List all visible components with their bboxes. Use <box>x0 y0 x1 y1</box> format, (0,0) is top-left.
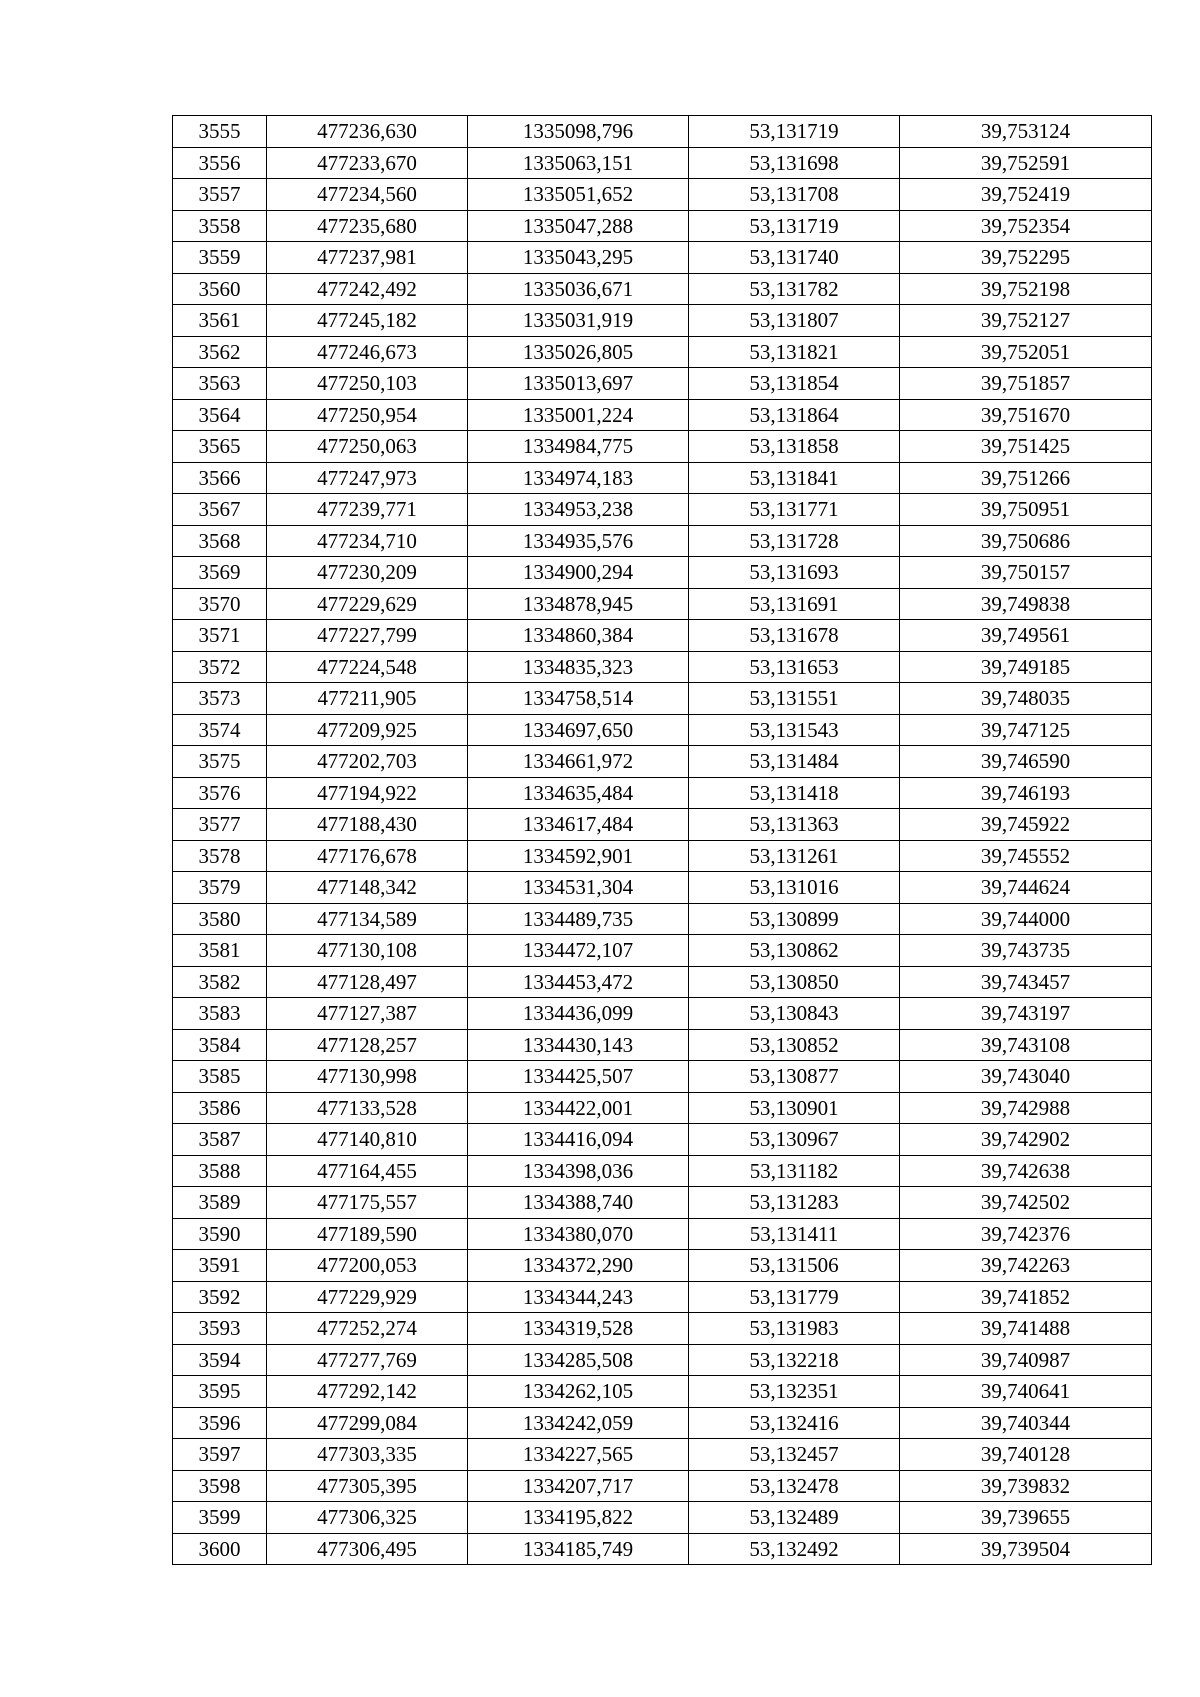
point-number-cell: 3584 <box>173 1029 267 1061</box>
point-number-cell: 3573 <box>173 683 267 715</box>
x-coordinate-cell: 477134,589 <box>267 903 468 935</box>
table-row <box>173 336 1152 368</box>
latitude-cell: 53,131543 <box>689 714 900 746</box>
latitude-cell: 53,131983 <box>689 1313 900 1345</box>
longitude-cell: 39,741488 <box>900 1313 1152 1345</box>
y-coordinate-cell: 1335051,652 <box>468 179 689 211</box>
table-row <box>173 872 1152 904</box>
x-coordinate-cell: 477235,680 <box>267 210 468 242</box>
table-row <box>173 242 1152 274</box>
table-row <box>173 1470 1152 1502</box>
y-coordinate-cell: 1335098,796 <box>468 116 689 148</box>
point-number-cell: 3571 <box>173 620 267 652</box>
y-coordinate-cell: 1334531,304 <box>468 872 689 904</box>
table-row <box>173 525 1152 557</box>
point-number-cell: 3566 <box>173 462 267 494</box>
point-number-cell: 3585 <box>173 1061 267 1093</box>
longitude-cell: 39,740128 <box>900 1439 1152 1471</box>
x-coordinate-cell: 477229,629 <box>267 588 468 620</box>
x-coordinate-cell: 477239,771 <box>267 494 468 526</box>
latitude-cell: 53,131411 <box>689 1218 900 1250</box>
latitude-cell: 53,130862 <box>689 935 900 967</box>
point-number-cell: 3593 <box>173 1313 267 1345</box>
table-row <box>173 998 1152 1030</box>
y-coordinate-cell: 1335001,224 <box>468 399 689 431</box>
table-row <box>173 494 1152 526</box>
longitude-cell: 39,746590 <box>900 746 1152 778</box>
longitude-cell: 39,741852 <box>900 1281 1152 1313</box>
latitude-cell: 53,131719 <box>689 210 900 242</box>
x-coordinate-cell: 477127,387 <box>267 998 468 1030</box>
latitude-cell: 53,131484 <box>689 746 900 778</box>
latitude-cell: 53,131653 <box>689 651 900 683</box>
x-coordinate-cell: 477234,710 <box>267 525 468 557</box>
x-coordinate-cell: 477189,590 <box>267 1218 468 1250</box>
table-row <box>173 1218 1152 1250</box>
latitude-cell: 53,131864 <box>689 399 900 431</box>
latitude-cell: 53,130967 <box>689 1124 900 1156</box>
x-coordinate-cell: 477303,335 <box>267 1439 468 1471</box>
y-coordinate-cell: 1334900,294 <box>468 557 689 589</box>
point-number-cell: 3592 <box>173 1281 267 1313</box>
longitude-cell: 39,752051 <box>900 336 1152 368</box>
longitude-cell: 39,752419 <box>900 179 1152 211</box>
table-row <box>173 116 1152 148</box>
latitude-cell: 53,132489 <box>689 1502 900 1534</box>
table-row <box>173 179 1152 211</box>
table-row <box>173 1376 1152 1408</box>
table-row <box>173 1344 1152 1376</box>
x-coordinate-cell: 477252,274 <box>267 1313 468 1345</box>
table-row <box>173 1124 1152 1156</box>
point-number-cell: 3589 <box>173 1187 267 1219</box>
table-row <box>173 1533 1152 1565</box>
longitude-cell: 39,751425 <box>900 431 1152 463</box>
y-coordinate-cell: 1334262,105 <box>468 1376 689 1408</box>
y-coordinate-cell: 1334425,507 <box>468 1061 689 1093</box>
longitude-cell: 39,740344 <box>900 1407 1152 1439</box>
table-row <box>173 1439 1152 1471</box>
x-coordinate-cell: 477227,799 <box>267 620 468 652</box>
table-row <box>173 1313 1152 1345</box>
x-coordinate-cell: 477211,905 <box>267 683 468 715</box>
longitude-cell: 39,750951 <box>900 494 1152 526</box>
x-coordinate-cell: 477148,342 <box>267 872 468 904</box>
longitude-cell: 39,752198 <box>900 273 1152 305</box>
y-coordinate-cell: 1334388,740 <box>468 1187 689 1219</box>
table-row <box>173 147 1152 179</box>
longitude-cell: 39,747125 <box>900 714 1152 746</box>
x-coordinate-cell: 477306,325 <box>267 1502 468 1534</box>
longitude-cell: 39,751857 <box>900 368 1152 400</box>
longitude-cell: 39,739655 <box>900 1502 1152 1534</box>
coordinates-table <box>172 115 1152 1565</box>
longitude-cell: 39,752295 <box>900 242 1152 274</box>
longitude-cell: 39,752354 <box>900 210 1152 242</box>
longitude-cell: 39,749838 <box>900 588 1152 620</box>
point-number-cell: 3600 <box>173 1533 267 1565</box>
point-number-cell: 3576 <box>173 777 267 809</box>
y-coordinate-cell: 1334935,576 <box>468 525 689 557</box>
y-coordinate-cell: 1334489,735 <box>468 903 689 935</box>
point-number-cell: 3557 <box>173 179 267 211</box>
x-coordinate-cell: 477237,981 <box>267 242 468 274</box>
table-row <box>173 966 1152 998</box>
x-coordinate-cell: 477209,925 <box>267 714 468 746</box>
latitude-cell: 53,130901 <box>689 1092 900 1124</box>
x-coordinate-cell: 477188,430 <box>267 809 468 841</box>
table-row <box>173 1250 1152 1282</box>
y-coordinate-cell: 1334430,143 <box>468 1029 689 1061</box>
table-row <box>173 1407 1152 1439</box>
longitude-cell: 39,740641 <box>900 1376 1152 1408</box>
table-row <box>173 588 1152 620</box>
longitude-cell: 39,742638 <box>900 1155 1152 1187</box>
latitude-cell: 53,131708 <box>689 179 900 211</box>
point-number-cell: 3570 <box>173 588 267 620</box>
y-coordinate-cell: 1334344,243 <box>468 1281 689 1313</box>
point-number-cell: 3586 <box>173 1092 267 1124</box>
point-number-cell: 3575 <box>173 746 267 778</box>
point-number-cell: 3578 <box>173 840 267 872</box>
y-coordinate-cell: 1334207,717 <box>468 1470 689 1502</box>
longitude-cell: 39,752591 <box>900 147 1152 179</box>
y-coordinate-cell: 1335031,919 <box>468 305 689 337</box>
longitude-cell: 39,745552 <box>900 840 1152 872</box>
y-coordinate-cell: 1334592,901 <box>468 840 689 872</box>
point-number-cell: 3572 <box>173 651 267 683</box>
table-row <box>173 557 1152 589</box>
point-number-cell: 3574 <box>173 714 267 746</box>
y-coordinate-cell: 1334185,749 <box>468 1533 689 1565</box>
point-number-cell: 3580 <box>173 903 267 935</box>
y-coordinate-cell: 1334661,972 <box>468 746 689 778</box>
x-coordinate-cell: 477200,053 <box>267 1250 468 1282</box>
latitude-cell: 53,132218 <box>689 1344 900 1376</box>
x-coordinate-cell: 477236,630 <box>267 116 468 148</box>
latitude-cell: 53,131782 <box>689 273 900 305</box>
y-coordinate-cell: 1334878,945 <box>468 588 689 620</box>
y-coordinate-cell: 1334422,001 <box>468 1092 689 1124</box>
latitude-cell: 53,131807 <box>689 305 900 337</box>
y-coordinate-cell: 1334953,238 <box>468 494 689 526</box>
coordinates-table-body <box>173 116 1152 1565</box>
point-number-cell: 3587 <box>173 1124 267 1156</box>
x-coordinate-cell: 477128,257 <box>267 1029 468 1061</box>
table-row <box>173 777 1152 809</box>
table-row <box>173 840 1152 872</box>
table-row <box>173 1281 1152 1313</box>
table-row <box>173 273 1152 305</box>
table-row <box>173 1187 1152 1219</box>
table-row <box>173 431 1152 463</box>
y-coordinate-cell: 1334380,070 <box>468 1218 689 1250</box>
table-row <box>173 1502 1152 1534</box>
x-coordinate-cell: 477130,998 <box>267 1061 468 1093</box>
table-row <box>173 210 1152 242</box>
latitude-cell: 53,130850 <box>689 966 900 998</box>
point-number-cell: 3564 <box>173 399 267 431</box>
point-number-cell: 3594 <box>173 1344 267 1376</box>
point-number-cell: 3558 <box>173 210 267 242</box>
x-coordinate-cell: 477250,063 <box>267 431 468 463</box>
table-row <box>173 683 1152 715</box>
y-coordinate-cell: 1334372,290 <box>468 1250 689 1282</box>
point-number-cell: 3563 <box>173 368 267 400</box>
latitude-cell: 53,131854 <box>689 368 900 400</box>
latitude-cell: 53,131363 <box>689 809 900 841</box>
x-coordinate-cell: 477306,495 <box>267 1533 468 1565</box>
y-coordinate-cell: 1334285,508 <box>468 1344 689 1376</box>
longitude-cell: 39,749561 <box>900 620 1152 652</box>
table-row <box>173 714 1152 746</box>
point-number-cell: 3555 <box>173 116 267 148</box>
point-number-cell: 3569 <box>173 557 267 589</box>
point-number-cell: 3556 <box>173 147 267 179</box>
latitude-cell: 53,131551 <box>689 683 900 715</box>
x-coordinate-cell: 477246,673 <box>267 336 468 368</box>
latitude-cell: 53,130899 <box>689 903 900 935</box>
y-coordinate-cell: 1334195,822 <box>468 1502 689 1534</box>
point-number-cell: 3560 <box>173 273 267 305</box>
table-row <box>173 746 1152 778</box>
y-coordinate-cell: 1334472,107 <box>468 935 689 967</box>
point-number-cell: 3577 <box>173 809 267 841</box>
longitude-cell: 39,753124 <box>900 116 1152 148</box>
longitude-cell: 39,751670 <box>900 399 1152 431</box>
point-number-cell: 3567 <box>173 494 267 526</box>
table-row <box>173 1029 1152 1061</box>
y-coordinate-cell: 1334453,472 <box>468 966 689 998</box>
point-number-cell: 3599 <box>173 1502 267 1534</box>
x-coordinate-cell: 477224,548 <box>267 651 468 683</box>
latitude-cell: 53,131698 <box>689 147 900 179</box>
longitude-cell: 39,743040 <box>900 1061 1152 1093</box>
latitude-cell: 53,131283 <box>689 1187 900 1219</box>
longitude-cell: 39,745922 <box>900 809 1152 841</box>
longitude-cell: 39,743108 <box>900 1029 1152 1061</box>
latitude-cell: 53,130877 <box>689 1061 900 1093</box>
y-coordinate-cell: 1335013,697 <box>468 368 689 400</box>
latitude-cell: 53,131678 <box>689 620 900 652</box>
longitude-cell: 39,748035 <box>900 683 1152 715</box>
y-coordinate-cell: 1335026,805 <box>468 336 689 368</box>
y-coordinate-cell: 1334835,323 <box>468 651 689 683</box>
longitude-cell: 39,752127 <box>900 305 1152 337</box>
y-coordinate-cell: 1334635,484 <box>468 777 689 809</box>
table-row <box>173 305 1152 337</box>
latitude-cell: 53,131261 <box>689 840 900 872</box>
latitude-cell: 53,131693 <box>689 557 900 589</box>
longitude-cell: 39,742502 <box>900 1187 1152 1219</box>
latitude-cell: 53,132416 <box>689 1407 900 1439</box>
latitude-cell: 53,131771 <box>689 494 900 526</box>
x-coordinate-cell: 477230,209 <box>267 557 468 589</box>
x-coordinate-cell: 477277,769 <box>267 1344 468 1376</box>
latitude-cell: 53,132478 <box>689 1470 900 1502</box>
y-coordinate-cell: 1335063,151 <box>468 147 689 179</box>
longitude-cell: 39,746193 <box>900 777 1152 809</box>
longitude-cell: 39,742263 <box>900 1250 1152 1282</box>
x-coordinate-cell: 477250,103 <box>267 368 468 400</box>
y-coordinate-cell: 1334860,384 <box>468 620 689 652</box>
table-row <box>173 809 1152 841</box>
point-number-cell: 3582 <box>173 966 267 998</box>
latitude-cell: 53,131779 <box>689 1281 900 1313</box>
latitude-cell: 53,131418 <box>689 777 900 809</box>
y-coordinate-cell: 1335043,295 <box>468 242 689 274</box>
point-number-cell: 3581 <box>173 935 267 967</box>
x-coordinate-cell: 477245,182 <box>267 305 468 337</box>
y-coordinate-cell: 1335047,288 <box>468 210 689 242</box>
x-coordinate-cell: 477250,954 <box>267 399 468 431</box>
x-coordinate-cell: 477133,528 <box>267 1092 468 1124</box>
point-number-cell: 3568 <box>173 525 267 557</box>
longitude-cell: 39,750157 <box>900 557 1152 589</box>
latitude-cell: 53,131719 <box>689 116 900 148</box>
longitude-cell: 39,742988 <box>900 1092 1152 1124</box>
y-coordinate-cell: 1334398,036 <box>468 1155 689 1187</box>
point-number-cell: 3598 <box>173 1470 267 1502</box>
longitude-cell: 39,744624 <box>900 872 1152 904</box>
latitude-cell: 53,132492 <box>689 1533 900 1565</box>
latitude-cell: 53,131841 <box>689 462 900 494</box>
latitude-cell: 53,132351 <box>689 1376 900 1408</box>
x-coordinate-cell: 477242,492 <box>267 273 468 305</box>
y-coordinate-cell: 1334758,514 <box>468 683 689 715</box>
latitude-cell: 53,131821 <box>689 336 900 368</box>
table-row <box>173 399 1152 431</box>
table-row <box>173 620 1152 652</box>
y-coordinate-cell: 1334984,775 <box>468 431 689 463</box>
point-number-cell: 3591 <box>173 1250 267 1282</box>
longitude-cell: 39,739504 <box>900 1533 1152 1565</box>
point-number-cell: 3562 <box>173 336 267 368</box>
y-coordinate-cell: 1334416,094 <box>468 1124 689 1156</box>
y-coordinate-cell: 1334974,183 <box>468 462 689 494</box>
x-coordinate-cell: 477292,142 <box>267 1376 468 1408</box>
longitude-cell: 39,744000 <box>900 903 1152 935</box>
table-row <box>173 1061 1152 1093</box>
latitude-cell: 53,131691 <box>689 588 900 620</box>
latitude-cell: 53,131858 <box>689 431 900 463</box>
x-coordinate-cell: 477247,973 <box>267 462 468 494</box>
point-number-cell: 3565 <box>173 431 267 463</box>
longitude-cell: 39,742902 <box>900 1124 1152 1156</box>
longitude-cell: 39,743457 <box>900 966 1152 998</box>
table-row <box>173 368 1152 400</box>
y-coordinate-cell: 1334436,099 <box>468 998 689 1030</box>
y-coordinate-cell: 1334617,484 <box>468 809 689 841</box>
latitude-cell: 53,130843 <box>689 998 900 1030</box>
latitude-cell: 53,130852 <box>689 1029 900 1061</box>
x-coordinate-cell: 477299,084 <box>267 1407 468 1439</box>
x-coordinate-cell: 477305,395 <box>267 1470 468 1502</box>
longitude-cell: 39,743197 <box>900 998 1152 1030</box>
point-number-cell: 3583 <box>173 998 267 1030</box>
latitude-cell: 53,132457 <box>689 1439 900 1471</box>
y-coordinate-cell: 1334242,059 <box>468 1407 689 1439</box>
x-coordinate-cell: 477140,810 <box>267 1124 468 1156</box>
x-coordinate-cell: 477229,929 <box>267 1281 468 1313</box>
longitude-cell: 39,743735 <box>900 935 1152 967</box>
latitude-cell: 53,131506 <box>689 1250 900 1282</box>
point-number-cell: 3559 <box>173 242 267 274</box>
latitude-cell: 53,131740 <box>689 242 900 274</box>
longitude-cell: 39,742376 <box>900 1218 1152 1250</box>
latitude-cell: 53,131182 <box>689 1155 900 1187</box>
x-coordinate-cell: 477164,455 <box>267 1155 468 1187</box>
point-number-cell: 3597 <box>173 1439 267 1471</box>
longitude-cell: 39,749185 <box>900 651 1152 683</box>
y-coordinate-cell: 1335036,671 <box>468 273 689 305</box>
y-coordinate-cell: 1334227,565 <box>468 1439 689 1471</box>
table-row <box>173 1155 1152 1187</box>
longitude-cell: 39,751266 <box>900 462 1152 494</box>
point-number-cell: 3579 <box>173 872 267 904</box>
point-number-cell: 3596 <box>173 1407 267 1439</box>
latitude-cell: 53,131016 <box>689 872 900 904</box>
point-number-cell: 3561 <box>173 305 267 337</box>
latitude-cell: 53,131728 <box>689 525 900 557</box>
table-row <box>173 903 1152 935</box>
point-number-cell: 3588 <box>173 1155 267 1187</box>
table-row <box>173 935 1152 967</box>
longitude-cell: 39,740987 <box>900 1344 1152 1376</box>
y-coordinate-cell: 1334697,650 <box>468 714 689 746</box>
point-number-cell: 3590 <box>173 1218 267 1250</box>
table-row <box>173 651 1152 683</box>
table-row <box>173 1092 1152 1124</box>
x-coordinate-cell: 477130,108 <box>267 935 468 967</box>
point-number-cell: 3595 <box>173 1376 267 1408</box>
y-coordinate-cell: 1334319,528 <box>468 1313 689 1345</box>
longitude-cell: 39,739832 <box>900 1470 1152 1502</box>
table-row <box>173 462 1152 494</box>
x-coordinate-cell: 477233,670 <box>267 147 468 179</box>
longitude-cell: 39,750686 <box>900 525 1152 557</box>
x-coordinate-cell: 477176,678 <box>267 840 468 872</box>
x-coordinate-cell: 477202,703 <box>267 746 468 778</box>
x-coordinate-cell: 477128,497 <box>267 966 468 998</box>
x-coordinate-cell: 477175,557 <box>267 1187 468 1219</box>
x-coordinate-cell: 477194,922 <box>267 777 468 809</box>
x-coordinate-cell: 477234,560 <box>267 179 468 211</box>
